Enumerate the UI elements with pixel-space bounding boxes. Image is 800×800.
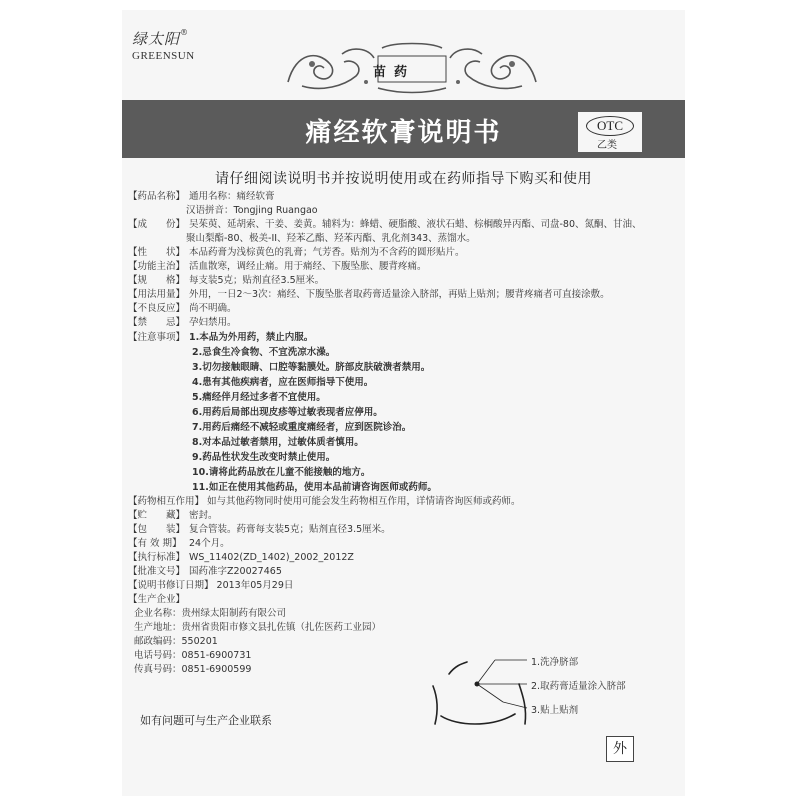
field-value: 如与其他药物同时使用可能会发生药物相互作用，详情请咨询医师或药师。 bbox=[207, 496, 521, 507]
field-label: 【 药品名称 】 bbox=[128, 190, 186, 204]
company-value: 550201 bbox=[181, 636, 218, 647]
step-label: 3.贴上贴剂 bbox=[531, 705, 579, 716]
company-key: 生产地址： bbox=[134, 622, 182, 633]
note-item: 6.用药后局部出现皮疹等过敏表现者应停用。 bbox=[192, 407, 383, 418]
note-item: 9.药品性状发生改变时禁止使用。 bbox=[192, 452, 336, 463]
application-diagram bbox=[427, 638, 647, 728]
field-row bbox=[128, 579, 680, 593]
field-label: 【 禁 忌 】 bbox=[128, 316, 186, 330]
title-band bbox=[122, 100, 685, 158]
field-value: 每支装5克；贴剂直径3.5厘米。 bbox=[189, 275, 325, 286]
field-label: 【 成 份 】 bbox=[128, 218, 186, 232]
field-row bbox=[128, 495, 680, 509]
field-label: 【 功能主治 】 bbox=[128, 260, 186, 274]
registered-mark: ® bbox=[180, 28, 190, 37]
note-item: 1.本品为外用药，禁止内服。 bbox=[189, 332, 314, 343]
note-item: 10.请将此药品放在儿童不能接触的地方。 bbox=[192, 467, 371, 478]
brand-en: GREENSUN bbox=[132, 50, 195, 62]
field-value: 密封。 bbox=[189, 510, 218, 521]
field-label: 【 贮 藏 】 bbox=[128, 509, 186, 523]
company-key: 邮政编码： bbox=[134, 636, 182, 647]
leaflet-sheet bbox=[122, 10, 685, 796]
note-item: 3.切勿接触眼睛、口腔等黏膜处。脐部皮肤破溃者禁用。 bbox=[192, 362, 431, 373]
otc-mark: OTC bbox=[586, 116, 634, 136]
field-value: 国药准字Z20027465 bbox=[189, 566, 282, 577]
leaflet-body bbox=[128, 190, 680, 677]
field-value: 聚山梨酯-80、极美-II、羟苯乙酯、羟苯丙酯、乳化剂343、蒸馏水。 bbox=[186, 233, 476, 244]
step-label: 1.洗净脐部 bbox=[531, 657, 579, 668]
usage-instruction: 请仔细阅读说明书并按说明使用或在药师指导下购买和使用 bbox=[215, 171, 592, 187]
field-row bbox=[128, 509, 680, 523]
company-key: 企业名称： bbox=[134, 608, 182, 619]
field-row bbox=[128, 537, 680, 551]
company-row bbox=[128, 621, 680, 635]
brand-script: 绿太阳 bbox=[132, 30, 181, 48]
field-row bbox=[128, 232, 680, 246]
notes-header bbox=[128, 330, 680, 345]
company-key: 传真号码： bbox=[134, 664, 182, 675]
company-value: 贵州绿太阳制药有限公司 bbox=[181, 608, 287, 619]
company-key: 电话号码： bbox=[134, 650, 182, 661]
field-label: 【 规 格 】 bbox=[128, 274, 186, 288]
field-label: 【 性 状 】 bbox=[128, 246, 186, 260]
field-row bbox=[128, 204, 680, 218]
company-row bbox=[128, 607, 680, 621]
note-item: 2.忌食生冷食物、不宜洗凉水澡。 bbox=[192, 347, 336, 358]
field-row bbox=[128, 565, 680, 579]
note-item: 4.患有其他疾病者，应在医师指导下使用。 bbox=[192, 377, 374, 388]
contact-note: 如有问题可与生产企业联系 bbox=[140, 714, 272, 727]
company-value: 0851-6900731 bbox=[181, 650, 252, 661]
field-label: 【 药物相互作用 】 bbox=[128, 495, 204, 509]
field-label: 【 说明书修订日期 】 bbox=[128, 579, 214, 593]
miao-badge: 苗药 bbox=[372, 65, 415, 80]
field-row bbox=[128, 260, 680, 274]
field-row bbox=[128, 523, 680, 537]
field-row bbox=[128, 316, 680, 330]
field-row bbox=[128, 218, 680, 232]
field-label: 【 执行标准 】 bbox=[128, 551, 186, 565]
field-value: 吴茱萸、延胡索、干姜、姜黄。辅料为：蜂蜡、硬脂酸、液状石蜡、棕榈酸异丙酯、司盘-80、氮酮、甘油、 bbox=[189, 219, 642, 230]
otc-box bbox=[578, 112, 642, 152]
field-label: 【 生产企业 】 bbox=[128, 593, 186, 607]
field-label: 【 批准文号 】 bbox=[128, 565, 186, 579]
field-value: 尚不明确。 bbox=[189, 303, 237, 314]
brand-logo bbox=[132, 28, 195, 62]
field-row bbox=[128, 593, 680, 607]
field-label: 【 用法用量 】 bbox=[128, 288, 186, 302]
field-value: 孕妇禁用。 bbox=[189, 317, 237, 328]
step-label: 2.取药膏适量涂入脐部 bbox=[531, 681, 626, 692]
field-value: 24个月。 bbox=[189, 538, 230, 549]
field-value: 本品药膏为浅棕黄色的乳膏；气芳香。贴剂为不含药的圆形贴片。 bbox=[189, 247, 465, 258]
field-row bbox=[128, 246, 680, 260]
company-value: 0851-6900599 bbox=[181, 664, 252, 675]
external-use-stamp: 外 bbox=[606, 736, 634, 762]
field-value: 活血散寒，调经止痛。用于痛经、下腹坠胀、腰背疼痛。 bbox=[189, 261, 427, 272]
field-value: 通用名称：痛经软膏 bbox=[189, 191, 275, 202]
field-value: WS_11402(ZD_1402)_2002_2012Z bbox=[189, 552, 354, 563]
field-value: 2013年05月29日 bbox=[216, 580, 294, 591]
field-value: 汉语拼音：Tongjing Ruangao bbox=[186, 205, 318, 216]
field-row bbox=[128, 288, 680, 302]
field-label: 【 有 效 期 】 bbox=[128, 537, 186, 551]
field-value: 复合管装。药膏每支装5克；贴剂直径3.5厘米。 bbox=[189, 524, 391, 535]
note-item: 11.如正在使用其他药品，使用本品前请咨询医师或药师。 bbox=[192, 482, 437, 493]
notes-label: 【 注意事项 】 bbox=[128, 331, 186, 345]
field-row bbox=[128, 551, 680, 565]
field-row bbox=[128, 190, 680, 204]
field-label: 【 不良反应 】 bbox=[128, 302, 186, 316]
note-item: 8.对本品过敏者禁用，过敏体质者慎用。 bbox=[192, 437, 364, 448]
field-row bbox=[128, 302, 680, 316]
page-title: 痛经软膏说明书 bbox=[305, 118, 502, 148]
company-value: 贵州省贵阳市修文县扎佐镇（扎佐医药工业园） bbox=[181, 622, 382, 633]
note-item: 7.用药后痛经不减轻或重度痛经者，应到医院诊治。 bbox=[192, 422, 412, 433]
otc-class: 乙类 bbox=[597, 140, 617, 151]
field-row bbox=[128, 274, 680, 288]
field-value: 外用，一日2～3次：痛经、下腹坠胀者取药膏适量涂入脐部，再贴上贴剂；腰背疼痛者可直接涂敷。 bbox=[189, 289, 610, 300]
field-label: 【 包 装 】 bbox=[128, 523, 186, 537]
note-item: 5.痛经伴月经过多者不宜使用。 bbox=[192, 392, 326, 403]
